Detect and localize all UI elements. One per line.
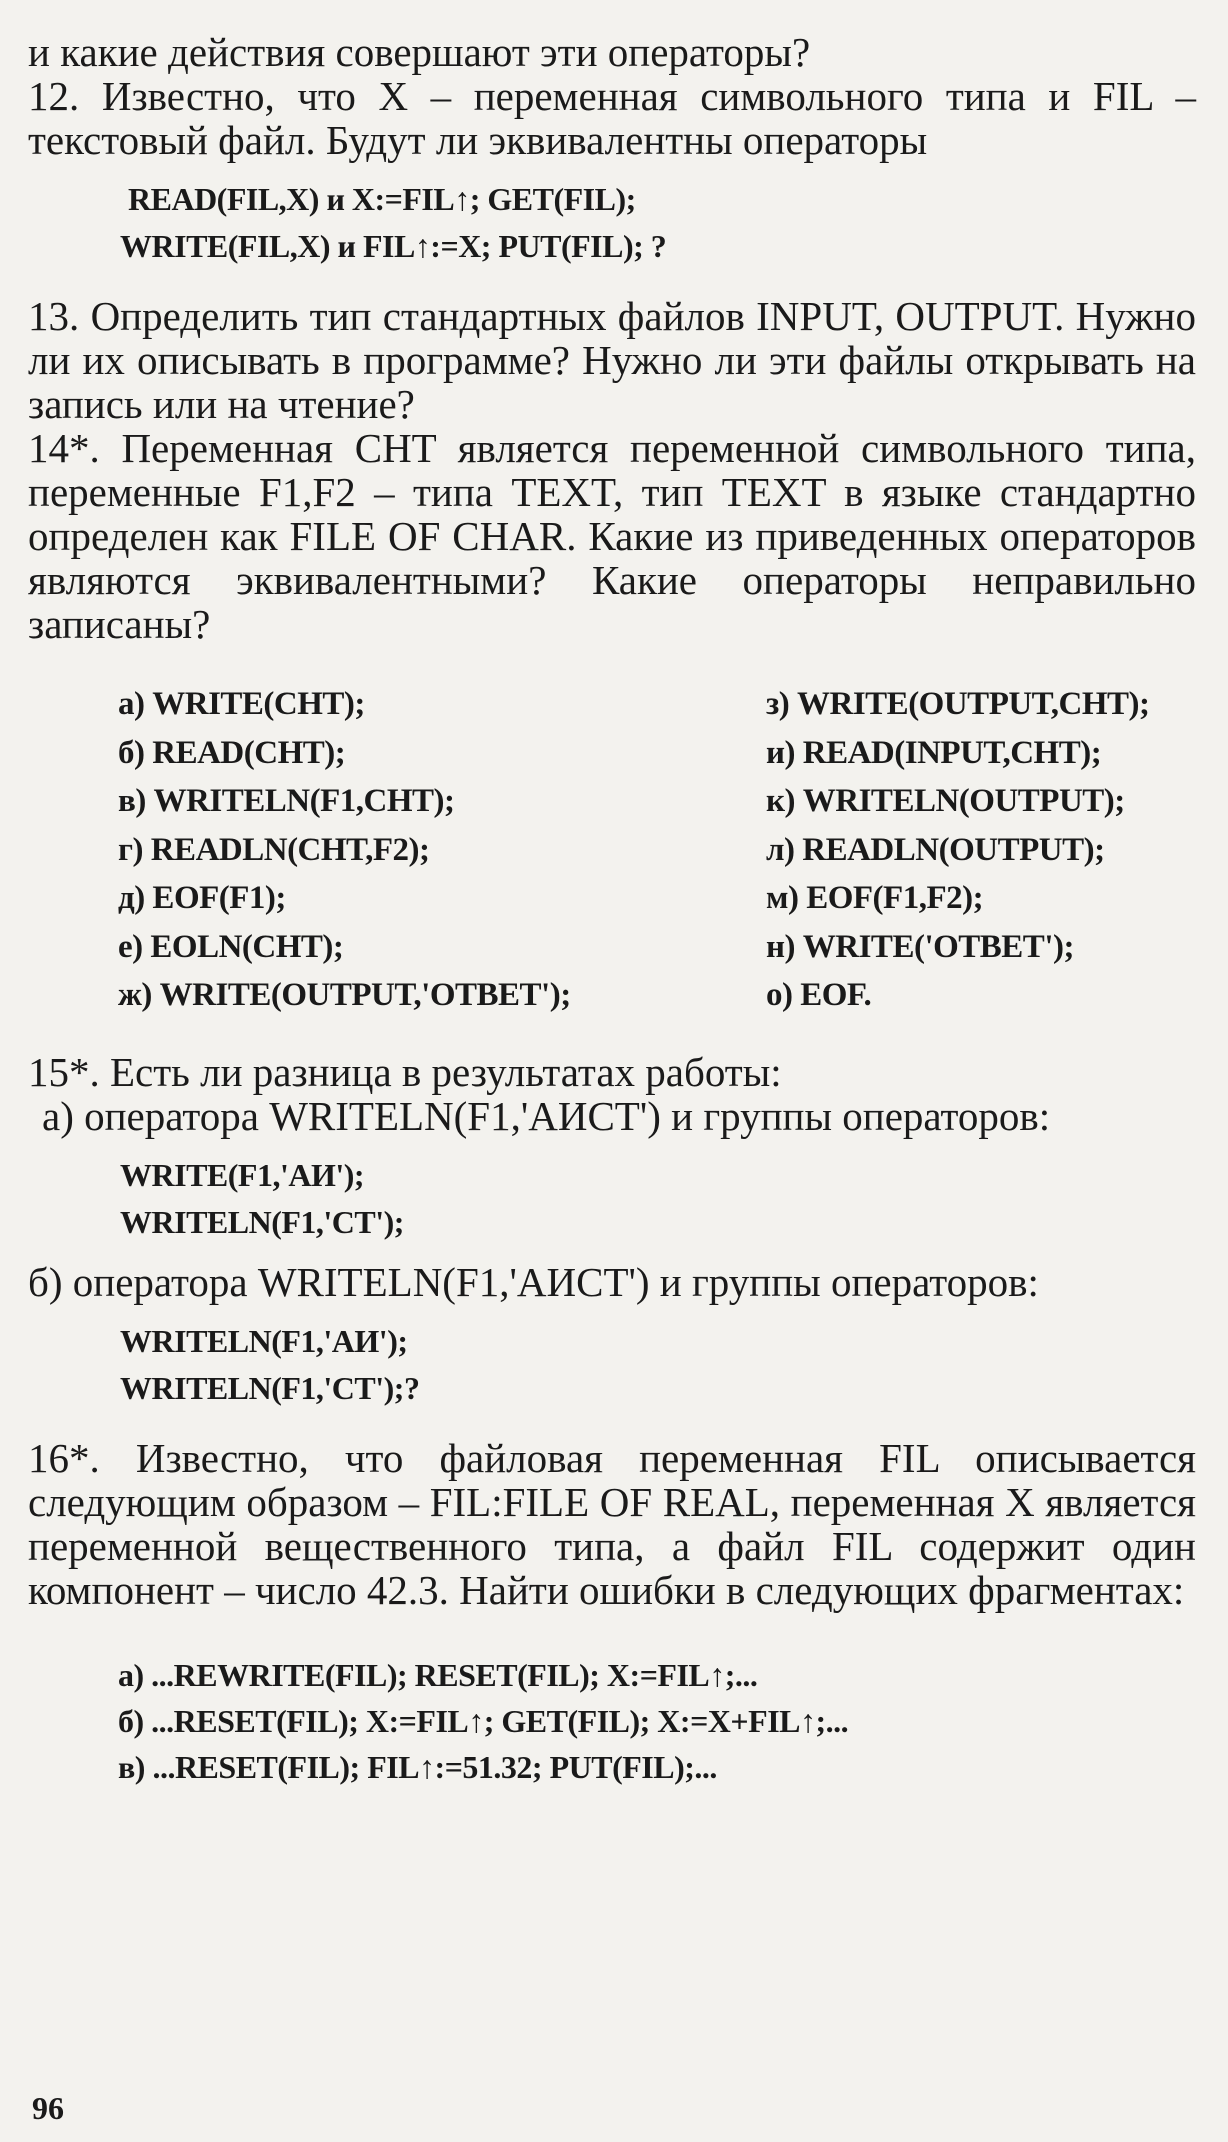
code-line: READ(FIL,X) и X:=FIL↑; GET(FIL); — [128, 181, 636, 217]
question-13-text: 13. Определить тип стандартных файлов INPUT, OUTPUT. Нужно ли их описывать в программе? Нужно ли эти файлы открывать на запись или на чтение? — [28, 293, 1196, 427]
question-12-text: 12. Известно, что X – переменная символьного типа и FIL – текстовый файл. Будут ли эквивалентны операторы — [28, 73, 1196, 163]
option-item: б) READ(CHT); — [118, 734, 346, 771]
options-right-column — [766, 680, 1186, 1020]
code-line: WRITELN(F1,'АИ'); — [120, 1322, 408, 1359]
option-item: д) EOF(F1); — [118, 880, 286, 916]
options-left-column — [118, 680, 571, 1020]
option-item: ж) WRITE(OUTPUT,'OTBET'); — [118, 977, 571, 1013]
fragment-line: в) ...RESET(FIL); FIL↑:=51.32; PUT(FIL);... — [118, 1748, 717, 1785]
fragment-line: б) ...RESET(FIL); X:=FIL↑; GET(FIL); X:=X+FIL↑;... — [118, 1702, 849, 1739]
question-14-text: 14*. Переменная CHT является переменной символьного типа, переменные F1,F2 – типа TEXT, тип TEXT в языке стандартно определен как FILE OF CHAR. Какие из приведенных операторов являются эквивалентными? Какие операторы неправильно записаны? — [28, 425, 1196, 647]
code-line: WRITELN(F1,'СТ'); — [120, 1203, 404, 1240]
question-15-part-a: а) оператора WRITELN(F1,'АИСТ') и группы операторов: — [42, 1092, 1051, 1139]
option-item: м) EOF(F1,F2); — [766, 880, 984, 916]
option-item: к) WRITELN(OUTPUT); — [766, 783, 1125, 819]
code-line: WRITE(F1,'АИ'); — [120, 1156, 365, 1193]
option-item: о) EOF. — [766, 977, 872, 1013]
fragment-line: а) ...REWRITE(FIL); RESET(FIL); X:=FIL↑;... — [118, 1656, 758, 1693]
option-item: л) READLN(OUTPUT); — [766, 831, 1105, 868]
question-14-options — [28, 680, 1196, 1020]
question-16-text: 16*. Известно, что файловая переменная FIL описывается следующим образом – FIL:FILE OF REAL, переменная X является переменной вещественного типа, а файл FIL содержит один компонент – число 42.3. Найти ошибки в следующих фрагментах: — [28, 1434, 1196, 1613]
option-item: н) WRITE('OTBET'); — [766, 928, 1074, 965]
option-item: е) EOLN(CHT); — [118, 928, 344, 965]
option-item: з) WRITE(OUTPUT,CHT); — [766, 686, 1150, 722]
option-item: и) READ(INPUT,CHT); — [766, 734, 1102, 771]
question-16-fragments — [28, 1652, 1196, 1790]
option-item: г) READLN(CHT,F2); — [118, 831, 430, 868]
option-item: в) WRITELN(F1,CHT); — [118, 783, 455, 819]
question-15-part-b: б) оператора WRITELN(F1,'АИСТ') и группы операторов: — [28, 1258, 1039, 1305]
intro-line: и какие действия совершают эти операторы? — [28, 29, 811, 75]
page-number: 96 — [32, 2090, 64, 2126]
question-15-code-b — [28, 1318, 1196, 1412]
code-line: WRITE(FIL,X) и FIL↑:=X; PUT(FIL); ? — [120, 228, 667, 264]
question-15-text: 15*. Есть ли разница в результатах работы: — [28, 1048, 782, 1095]
code-line: WRITELN(F1,'СТ');? — [120, 1369, 420, 1406]
option-item: а) WRITE(CHT); — [118, 686, 365, 722]
question-15-code-a — [28, 1152, 1196, 1246]
question-12-code — [28, 176, 1196, 270]
